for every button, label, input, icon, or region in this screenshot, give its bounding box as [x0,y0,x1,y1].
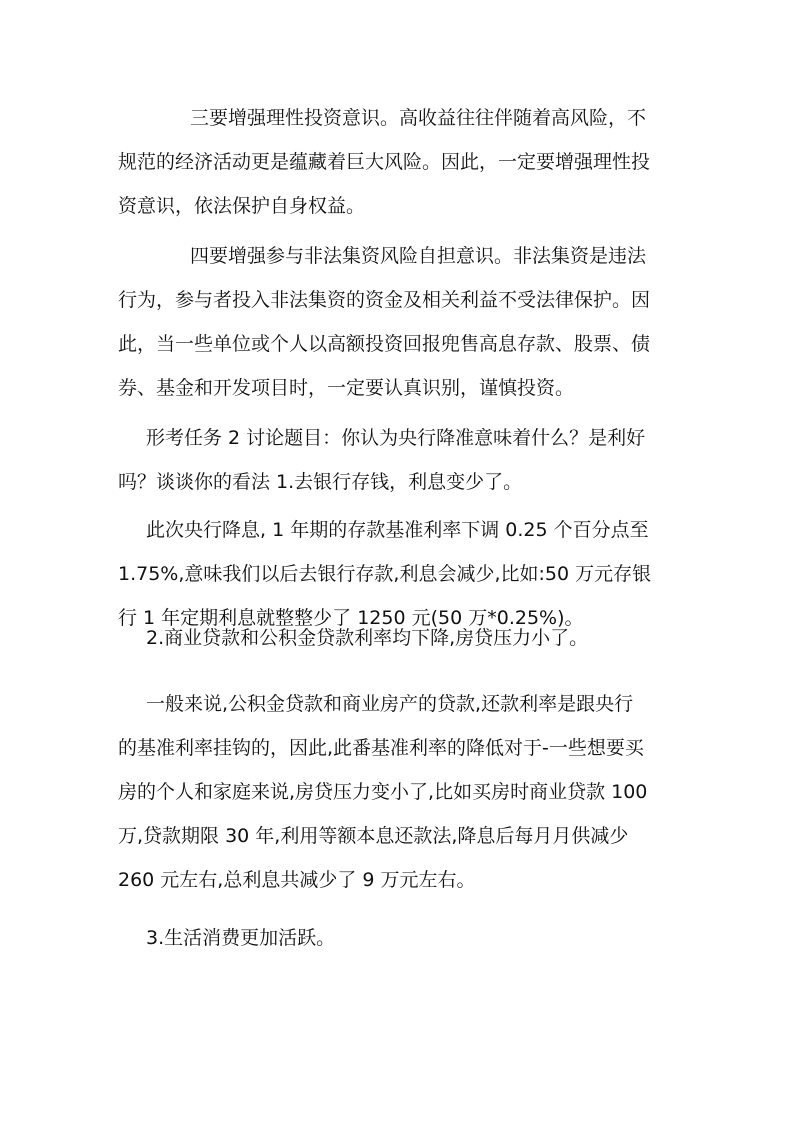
paragraph-loan-heading [118,616,678,660]
paragraph-task-question [118,416,678,504]
text-line: 的基准利率挂钩的，因此,此番基准利率的降低对于-一些想要买 [118,737,644,759]
text-line: 1.75%,意味我们以后去银行存款,利息会减少,比如:50 万元存银 [118,563,652,585]
text-line: 吗？谈谈你的看法 1.去银行存钱，利息变少了。 [118,471,523,493]
paragraph-mortgage-pressure [118,682,678,902]
text-line: 券、基金和开发项目时，一定要认真识别，谨慎投资。 [118,377,575,399]
text-line: 此，当一些单位或个人以高额投资回报兜售高息存款、股票、债 [118,333,651,355]
text-line: 260 元左右,总利息共减少了 9 万元左右。 [118,869,476,891]
text-line: 房的个人和家庭来说,房贷压力变小了,比如买房时商业贷款 100 [118,781,648,803]
text-line: 3.生活消费更加活跃。 [146,927,336,949]
paragraph-investment-awareness [118,96,678,228]
text-line: 行 1 年定期利息就整整少了 1250 元(50 万*0.25%)。 [118,607,584,629]
text-line: 2.商业贷款和公积金贷款利率均下降,房贷压力小了。 [146,627,589,649]
paragraph-illegal-fundraising-risk [118,234,678,410]
text-line: 形考任务 2 讨论题目：你认为央行降准意味着什么？是利好 [146,427,646,449]
text-line: 此次央行降息, 1 年期的存款基准利率下调 0.25 个百分点至 [146,519,649,541]
text-line: 四要增强参与非法集资风险自担意识。非法集资是违法 [190,245,647,267]
text-line: 三要增强理性投资意识。高收益往往伴随着高风险，不 [190,107,647,129]
text-line: 一般来说,公积金贷款和商业房产的贷款,还款利率是跟央行 [146,693,634,715]
text-line: 规范的经济活动更是蕴藏着巨大风险。因此，一定要增强理性投 [118,151,651,173]
paragraph-consumption-heading [118,916,678,960]
text-line: 万,贷款期限 30 年,利用等额本息还款法,降息后每月月供减少 [118,825,629,847]
text-line: 资意识，依法保护自身权益。 [118,195,366,217]
text-line: 行为，参与者投入非法集资的资金及相关利益不受法律保护。因 [118,289,651,311]
